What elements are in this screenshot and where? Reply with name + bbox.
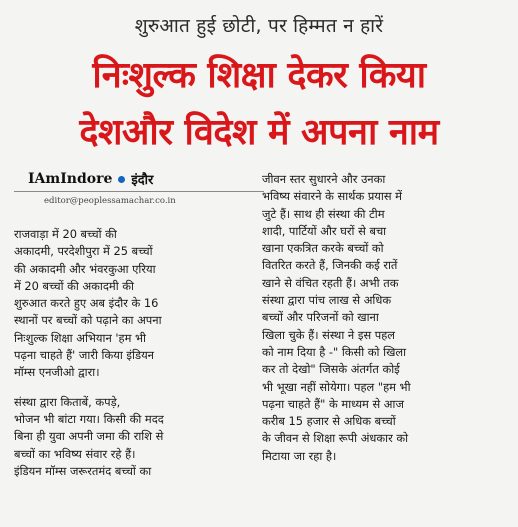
paragraph-gap xyxy=(14,382,264,394)
text-line: खिला चुके हैं। संस्था ने इस पहल xyxy=(262,327,396,342)
right-column xyxy=(262,171,512,465)
text-line: खाने से वंचित रहती हैं। अभी तक xyxy=(262,275,399,290)
text-line: भविष्य संवारने के सार्थक प्रयास में xyxy=(262,189,402,204)
text-line: संस्था द्वारा पांच लाख से अधिक xyxy=(262,293,392,308)
left-column xyxy=(14,170,264,480)
byline-source: IAmIndore xyxy=(28,171,113,187)
text-line: शुरुआत करते हुए अब इंदौर के 16 xyxy=(14,296,159,311)
text-line: को नाम दिया है -" किसी को खिला xyxy=(262,344,407,359)
text-line: पढ़ना चाहते हैं' जारी किया इंडियन xyxy=(14,348,154,363)
text-line: राजवाड़ा में 20 बच्चों की xyxy=(14,227,117,241)
text-line: शादी, पार्टियों और घरों से बचा xyxy=(262,223,387,238)
text-line: खाना एकत्रित करके बच्चों को xyxy=(262,241,384,256)
text-line: जुटे हैं। साथ ही संस्था की टीम xyxy=(262,206,385,221)
left-paragraph-1 xyxy=(14,226,264,382)
text-line: स्थानों पर बच्चों को पढ़ाने का अपना xyxy=(14,313,162,328)
text-line: भी भूखा नहीं सोयेगा। पहल "हम भी xyxy=(262,379,411,394)
text-line: में 20 बच्चों की अकादमी की xyxy=(14,278,134,293)
text-line: वितरित करते हैं, जिनकी कई रातें xyxy=(262,258,398,273)
kicker-text: शुरुआत हुई छोटी, पर हिम्मत न हारें xyxy=(134,15,384,37)
left-paragraph-2 xyxy=(14,394,264,480)
byline-divider xyxy=(14,191,264,192)
text-line: पढ़ना चाहते हैं" के माध्यम से आज xyxy=(262,396,404,411)
headline-line-2: देशऔर विदेश में अपना नाम xyxy=(79,112,439,153)
text-line: बच्चों का भविष्य संवार रहे हैं। xyxy=(14,446,136,461)
text-line: भोजन भी बांटा गया। किसी की मदद xyxy=(14,411,164,426)
text-line: कर तो देखो" जिसके अंतर्गत कोई xyxy=(262,362,400,377)
text-line: बच्चों और परिजनों को खाना xyxy=(262,310,379,325)
text-line: के जीवन से शिक्षा रूपी अंधकार को xyxy=(262,431,409,446)
headline-line-1: निःशुल्क शिक्षा देकर किया xyxy=(92,55,426,96)
text-line: जीवन स्तर सुधारने और उनका xyxy=(262,172,386,186)
text-line: संस्था द्वारा किताबें, कपड़े, xyxy=(14,394,121,409)
text-line: करीब 15 हजार से अधिक बच्चों xyxy=(262,414,396,429)
byline-email: editor@peoplessamachar.co.in xyxy=(44,196,176,206)
text-line: की अकादमी और भंवरकुआ एरिया xyxy=(14,261,156,276)
byline xyxy=(14,170,264,188)
text-line: मॉम्स एनजीओ द्वारा। xyxy=(14,365,100,380)
bullet-dot-icon xyxy=(118,176,125,183)
byline-city: इंदौर xyxy=(131,173,154,188)
text-line: बिना ही युवा अपनी जमा की राशि से xyxy=(14,429,164,444)
text-line: इंडियन मॉम्स जरूरतमंद बच्चों का xyxy=(14,463,152,478)
right-paragraph xyxy=(262,171,512,465)
text-line: मिटाया जा रहा है। xyxy=(262,448,337,463)
text-line: अकादमी, परदेशीपुरा में 25 बच्चों xyxy=(14,244,153,259)
text-line: निःशुल्क शिक्षा अभियान 'हम भी xyxy=(14,330,146,345)
